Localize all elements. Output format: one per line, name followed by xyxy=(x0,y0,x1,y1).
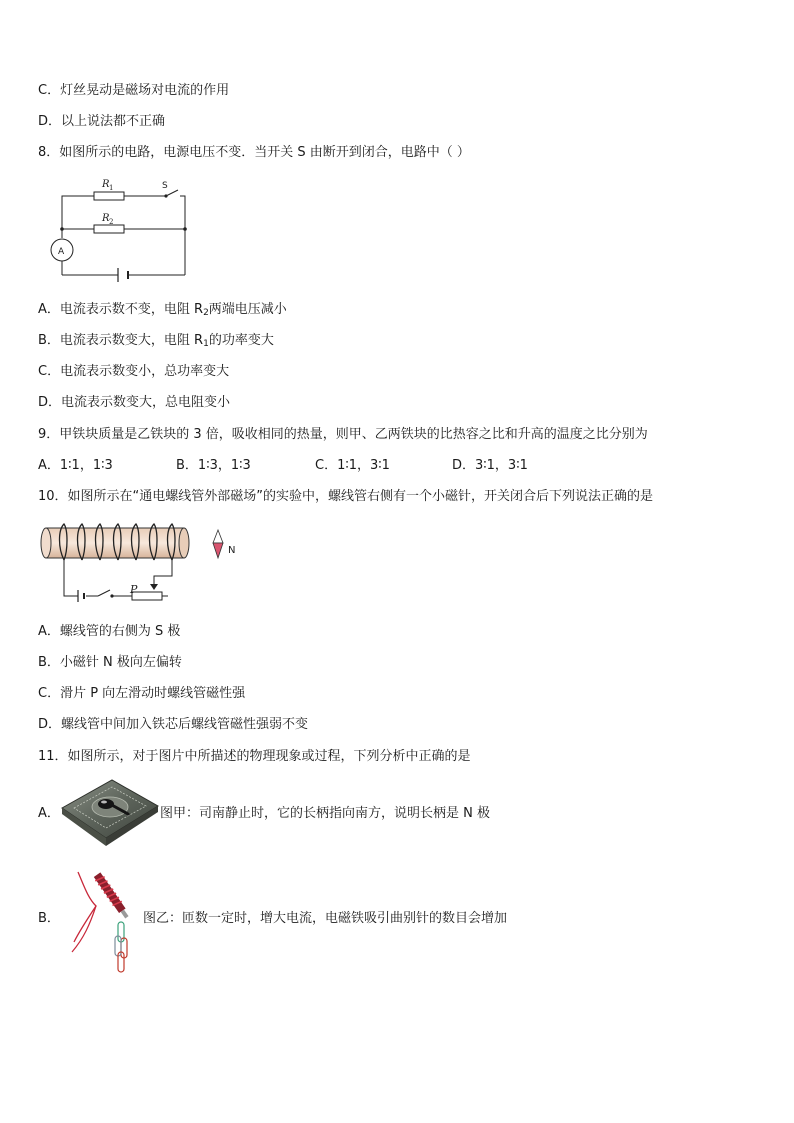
q10-solenoid-diagram xyxy=(36,518,246,610)
q11-sinan-compass-image xyxy=(60,776,160,848)
slider-p-label: P xyxy=(130,583,138,596)
q11-option-b-label: B． xyxy=(38,911,60,926)
q10-stem: 10．如图所示在“通电螺线管外部磁场”的实验中，螺线管右侧有一个小磁针，开关闭合后下列说法正确的是 xyxy=(38,489,654,504)
needle-n-label: N xyxy=(228,545,236,556)
switch-label: S xyxy=(162,181,168,191)
r1-sub: 1 xyxy=(109,184,114,192)
q11-stem: 11．如图所示，对于图片中所描述的物理现象或过程，下列分析中正确的是 xyxy=(38,749,471,764)
r1-label: R xyxy=(102,179,110,190)
q8-option-b: B．电流表示数变大，电阻 $R_1$的功率变大 xyxy=(38,333,274,349)
q10-option-b: B．小磁针 N 极向左偏转 xyxy=(38,655,182,670)
q7-option-c: C．灯丝晃动是磁场对电流的作用 xyxy=(38,83,230,98)
q9-option-a: A．1∶1，1∶3 xyxy=(38,458,113,473)
r2-label: R xyxy=(102,213,110,224)
q11-option-a-text: 图甲：司南静止时，它的长柄指向南方，说明长柄是 N 极 xyxy=(160,806,490,821)
q10-option-a: A．螺线管的右侧为 S 极 xyxy=(38,624,181,639)
q8-circuit-diagram xyxy=(44,176,194,282)
compass-needle-icon xyxy=(213,530,223,558)
q11-option-a-label: A． xyxy=(38,806,60,821)
q8-option-d: D．电流表示数变大，总电阻变小 xyxy=(38,395,231,410)
q11-electromagnet-image xyxy=(66,866,138,978)
q10-option-c: C．滑片 P 向左滑动时螺线管磁性强 xyxy=(38,686,246,701)
q9-option-b: B．1∶3，1∶3 xyxy=(176,458,251,473)
q9-stem: 9．甲铁块质量是乙铁块的 3 倍，吸收相同的热量，则甲、乙两铁块的比热容之比和升高的温度之比分别为 xyxy=(38,427,648,442)
q8-option-c: C．电流表示数变小，总功率变大 xyxy=(38,364,230,379)
q8-stem: 8．如图所示的电路，电源电压不变．当开关 S 由断开到闭合，电路中（ ） xyxy=(38,145,470,160)
q9-options xyxy=(38,457,558,475)
q9-option-d: D．3∶1，3∶1 xyxy=(452,458,528,473)
q10-option-d: D．螺线管中间加入铁芯后螺线管磁性强弱不变 xyxy=(38,717,309,732)
q8-option-a: A．电流表示数不变，电阻 $R_2$两端电压减小 xyxy=(38,302,287,318)
r2-sub: 2 xyxy=(109,218,114,226)
q9-option-c: C．1∶1，3∶1 xyxy=(315,458,390,473)
q11-option-b-text: 图乙：匝数一定时，增大电流，电磁铁吸引曲别针的数目会增加 xyxy=(143,911,508,926)
q7-option-d: D．以上说法都不正确 xyxy=(38,114,166,129)
ammeter-label: A xyxy=(58,247,65,257)
